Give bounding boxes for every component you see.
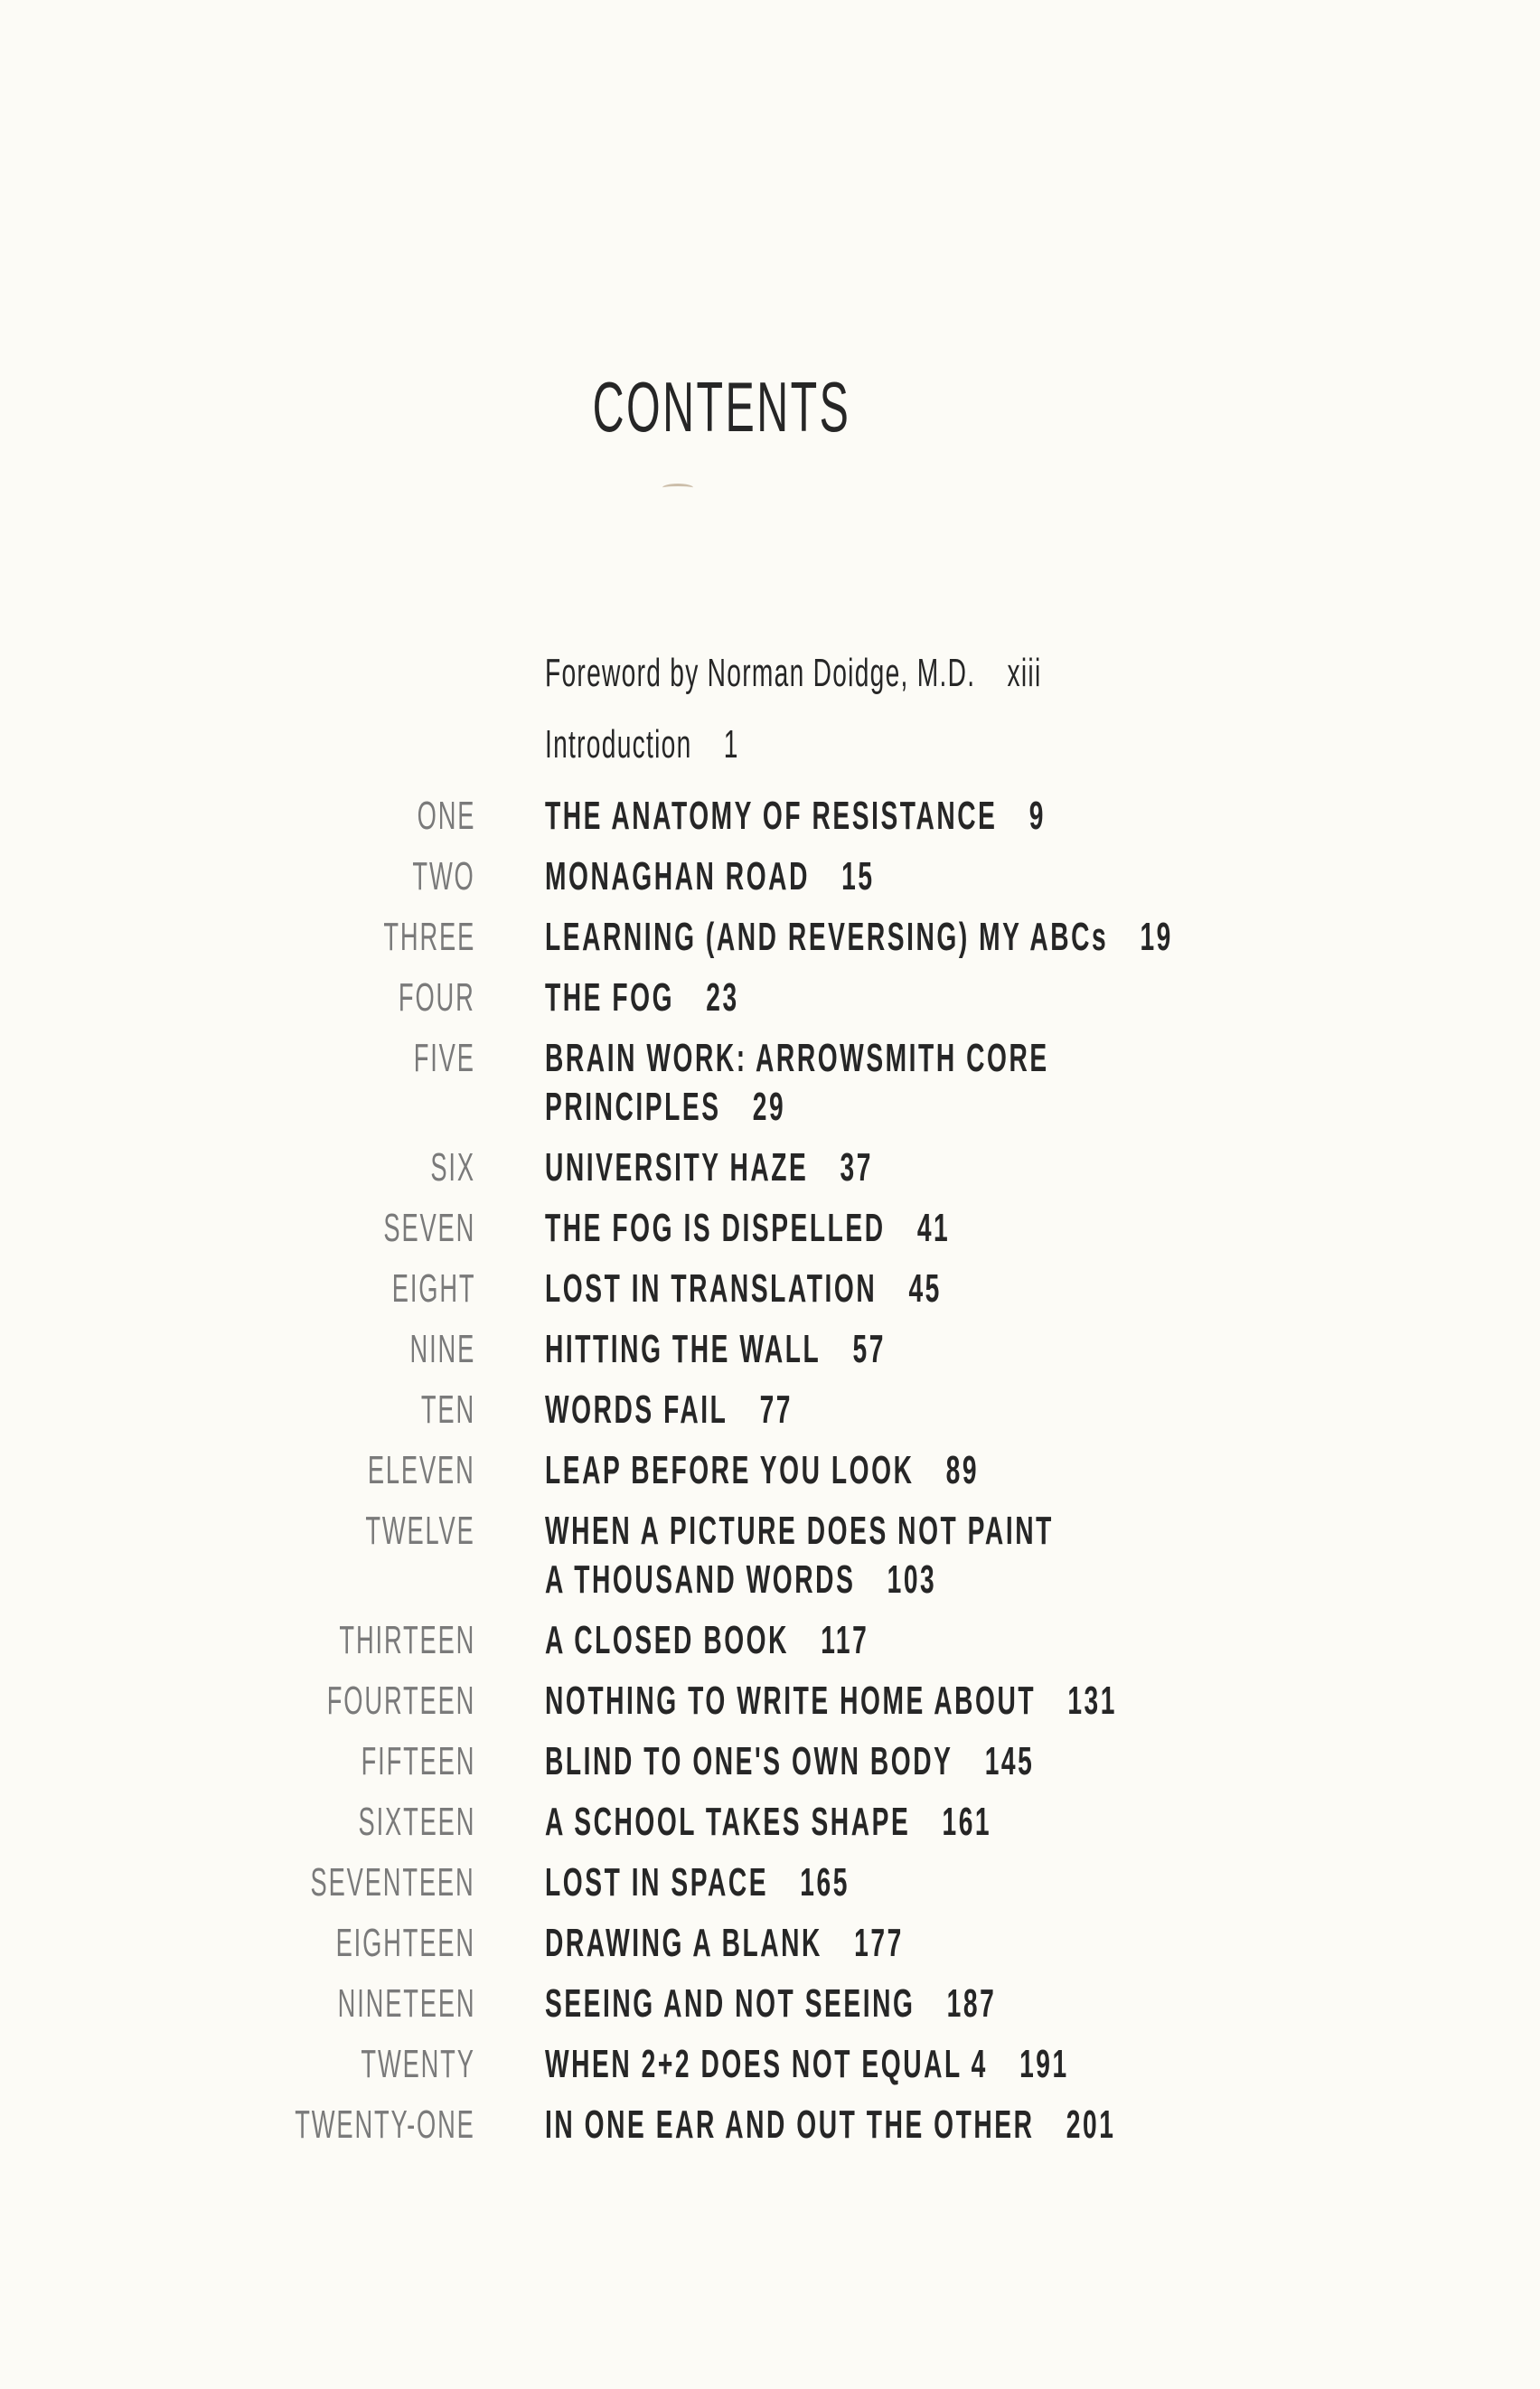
chapter-number-label: FOURTEEN — [326, 1679, 475, 1723]
entry-title: UNIVERSITY HAZE — [545, 1145, 809, 1190]
chapter-number-label: SIX — [430, 1145, 475, 1190]
entry-page: 161 — [942, 1800, 992, 1844]
toc-chapter-entry — [0, 1204, 1540, 1253]
entry-line — [545, 913, 1173, 962]
toc-chapter-entry — [0, 913, 1540, 962]
toc-chapter-entry — [0, 1265, 1540, 1313]
entry-line — [545, 1858, 850, 1907]
entry-text — [545, 1034, 1332, 1132]
chapter-number-label: TWENTY-ONE — [295, 2102, 475, 2147]
chapter-number-label: THREE — [383, 915, 475, 959]
entry-text — [545, 1204, 1178, 1253]
chapter-number — [0, 973, 475, 1022]
entry-text — [545, 1325, 1077, 1374]
toc-chapter-entry — [0, 1980, 1540, 2028]
entry-title: SEEING AND NOT SEEING — [545, 1981, 916, 2026]
entry-title-continued: A THOUSAND WORDS — [545, 1557, 856, 1602]
toc-chapter-entry — [0, 2040, 1540, 2089]
chapter-number-label: TEN — [420, 1387, 475, 1432]
entry-title: MONAGHAN ROAD — [545, 854, 810, 898]
entry-line — [545, 1265, 942, 1313]
chapter-number-label: THIRTEEN — [339, 1618, 475, 1662]
chapter-number — [0, 2040, 475, 2089]
entry-text — [545, 973, 849, 1022]
entry-text — [545, 1507, 1340, 1604]
entry-line — [545, 1980, 996, 2028]
entry-title: A SCHOOL TAKES SHAPE — [545, 1800, 911, 1844]
chapter-number — [0, 1325, 475, 1374]
entry-title: NOTHING TO WRITE HOME ABOUT — [545, 1679, 1037, 1723]
entry-text — [545, 1858, 1021, 1907]
toc-front-entry — [0, 649, 1540, 698]
toc-chapter-entry — [0, 852, 1540, 901]
entry-title: LOST IN SPACE — [545, 1860, 769, 1905]
chapter-number-label: SIXTEEN — [358, 1800, 475, 1844]
entry-text — [545, 1980, 1250, 2028]
entry-title: THE FOG — [545, 975, 675, 1020]
entry-page: 41 — [916, 1206, 951, 1250]
chapter-number — [0, 2101, 475, 2149]
entry-line — [545, 649, 1041, 698]
entry-page: 37 — [840, 1145, 874, 1190]
entry-text — [545, 1265, 1165, 1313]
entry-text — [545, 792, 1328, 841]
entry-text — [545, 2101, 1437, 2149]
chapter-number — [0, 1980, 475, 2028]
toc-chapter-entry — [0, 1034, 1540, 1132]
entry-page: 131 — [1067, 1679, 1117, 1723]
entry-line — [545, 1325, 886, 1374]
entry-line — [545, 1143, 873, 1192]
entry-text — [545, 2040, 1364, 2089]
entry-title: DRAWING A BLANK — [545, 1921, 822, 1965]
entry-title: BLIND TO ONE'S OWN BODY — [545, 1739, 953, 1783]
entry-title-continued: PRINCIPLES — [545, 1085, 721, 1129]
entry-line — [545, 1616, 869, 1665]
entry-line — [545, 1083, 785, 1132]
entry-line — [545, 1386, 793, 1434]
entry-text — [545, 1919, 1105, 1968]
toc-chapter-entry — [0, 1325, 1540, 1374]
entry-title: Foreword by Norman Doidge, M.D. — [545, 651, 976, 695]
entry-line — [545, 2040, 1069, 2089]
chapter-number — [0, 1386, 475, 1434]
chapter-number-label: FOUR — [399, 975, 475, 1020]
table-of-contents — [0, 649, 1540, 2161]
toc-chapter-entry — [0, 1858, 1540, 1907]
chapter-number — [0, 1737, 475, 1786]
entry-page: 201 — [1066, 2102, 1116, 2147]
chapter-number-label: EIGHT — [391, 1266, 475, 1311]
page-title: CONTENTS — [592, 367, 850, 447]
entry-page: 165 — [800, 1860, 850, 1905]
entry-title: LEAP BEFORE YOU LOOK — [545, 1448, 915, 1492]
chapter-number-label: EIGHTEEN — [335, 1921, 475, 1965]
toc-chapter-entry — [0, 1919, 1540, 1968]
entry-line — [545, 1204, 950, 1253]
entry-title: Introduction — [545, 722, 692, 767]
entry-title: LEARNING (AND REVERSING) MY ABCs — [545, 915, 1109, 959]
entry-page: 145 — [984, 1739, 1035, 1783]
entry-title: WORDS FAIL — [545, 1387, 728, 1432]
entry-line — [545, 1798, 991, 1847]
entry-text — [545, 1446, 1223, 1495]
entry-line — [545, 720, 739, 769]
chapter-number — [0, 1507, 475, 1556]
entry-page: 15 — [841, 854, 875, 898]
entry-line — [545, 973, 739, 1022]
chapter-number-label: SEVENTEEN — [311, 1860, 475, 1905]
chapter-number-label: FIVE — [413, 1036, 475, 1080]
entry-page: 187 — [946, 1981, 997, 2026]
chapter-number-label: NINE — [409, 1327, 475, 1371]
entry-text — [545, 1143, 1057, 1192]
entry-title: HITTING THE WALL — [545, 1327, 822, 1371]
toc-chapter-entry — [0, 792, 1540, 841]
chapter-number-label: TWELVE — [365, 1509, 475, 1553]
entry-line — [545, 1677, 1117, 1726]
entry-page: 9 — [1028, 794, 1046, 838]
entry-page: 177 — [854, 1921, 904, 1965]
entry-title: BRAIN WORK: ARROWSMITH CORE — [545, 1036, 1049, 1080]
toc-chapter-entry — [0, 1386, 1540, 1434]
chapter-number — [0, 1858, 475, 1907]
entry-title: IN ONE EAR AND OUT THE OTHER — [545, 2102, 1035, 2147]
chapter-number — [0, 1204, 475, 1253]
chapter-number — [0, 913, 475, 962]
entry-page: 89 — [945, 1448, 980, 1492]
chapter-number — [0, 792, 475, 841]
entry-page: 29 — [752, 1085, 786, 1129]
chapter-number — [0, 1616, 475, 1665]
toc-front-entry — [0, 720, 1540, 769]
chapter-number — [0, 1034, 475, 1083]
chapter-number-label: TWO — [412, 854, 475, 898]
entry-line — [545, 1446, 979, 1495]
entry-text — [545, 1737, 1310, 1786]
entry-line — [545, 1507, 1054, 1556]
entry-title: THE FOG IS DISPELLED — [545, 1206, 886, 1250]
entry-text — [545, 1798, 1243, 1847]
entry-line — [545, 1556, 936, 1604]
entry-text — [545, 1386, 932, 1434]
entry-page: 77 — [759, 1387, 793, 1432]
toc-chapter-entry — [0, 1446, 1540, 1495]
toc-chapter-entry — [0, 1616, 1540, 1665]
chapter-number — [0, 1677, 475, 1726]
entry-line — [545, 1034, 1049, 1083]
entry-line — [545, 1919, 904, 1968]
entry-text — [545, 649, 1321, 698]
entry-page: 117 — [821, 1618, 869, 1662]
entry-title: WHEN A PICTURE DOES NOT PAINT — [545, 1509, 1054, 1553]
entry-title: WHEN 2+2 DOES NOT EQUAL 4 — [545, 2042, 988, 2086]
toc-chapter-entry — [0, 1798, 1540, 1847]
chapter-number-label: TWENTY — [361, 2042, 475, 2086]
toc-chapter-entry — [0, 1677, 1540, 1726]
chapter-number — [0, 1798, 475, 1847]
chapter-number-label: SEVEN — [383, 1206, 475, 1250]
entry-line — [545, 1737, 1034, 1786]
entry-line — [545, 852, 875, 901]
toc-chapter-entry — [0, 1143, 1540, 1192]
entry-title: LOST IN TRANSLATION — [545, 1266, 878, 1311]
entry-page: 57 — [852, 1327, 886, 1371]
entry-text — [545, 1616, 1051, 1665]
ornament-mark — [662, 484, 693, 492]
chapter-number-label: FIFTEEN — [361, 1739, 475, 1783]
chapter-number — [0, 852, 475, 901]
entry-page: 103 — [887, 1557, 937, 1602]
entry-title: A CLOSED BOOK — [545, 1618, 790, 1662]
entry-page: 45 — [908, 1266, 942, 1311]
entry-text — [545, 852, 1060, 901]
chapter-number — [0, 1919, 475, 1968]
chapter-number — [0, 1265, 475, 1313]
chapter-number — [0, 1143, 475, 1192]
chapter-number — [0, 1446, 475, 1495]
chapter-number-label: NINETEEN — [337, 1981, 475, 2026]
entry-text — [545, 1677, 1439, 1726]
entry-text — [545, 720, 848, 769]
entry-title: THE ANATOMY OF RESISTANCE — [545, 794, 998, 838]
toc-chapter-entry — [0, 973, 1540, 1022]
entry-page: 23 — [706, 975, 739, 1020]
entry-page: xiii — [1007, 651, 1042, 695]
entry-text — [545, 913, 1526, 962]
chapter-number-label: ONE — [417, 794, 475, 838]
entry-page: 191 — [1019, 2042, 1069, 2086]
entry-page: 19 — [1140, 915, 1173, 959]
entry-line — [545, 792, 1046, 841]
toc-chapter-entry — [0, 1737, 1540, 1786]
toc-chapter-entry — [0, 2101, 1540, 2149]
toc-chapter-entry — [0, 1507, 1540, 1604]
chapter-number-label: ELEVEN — [368, 1448, 475, 1492]
entry-page: 1 — [723, 722, 739, 767]
entry-line — [545, 2101, 1115, 2149]
